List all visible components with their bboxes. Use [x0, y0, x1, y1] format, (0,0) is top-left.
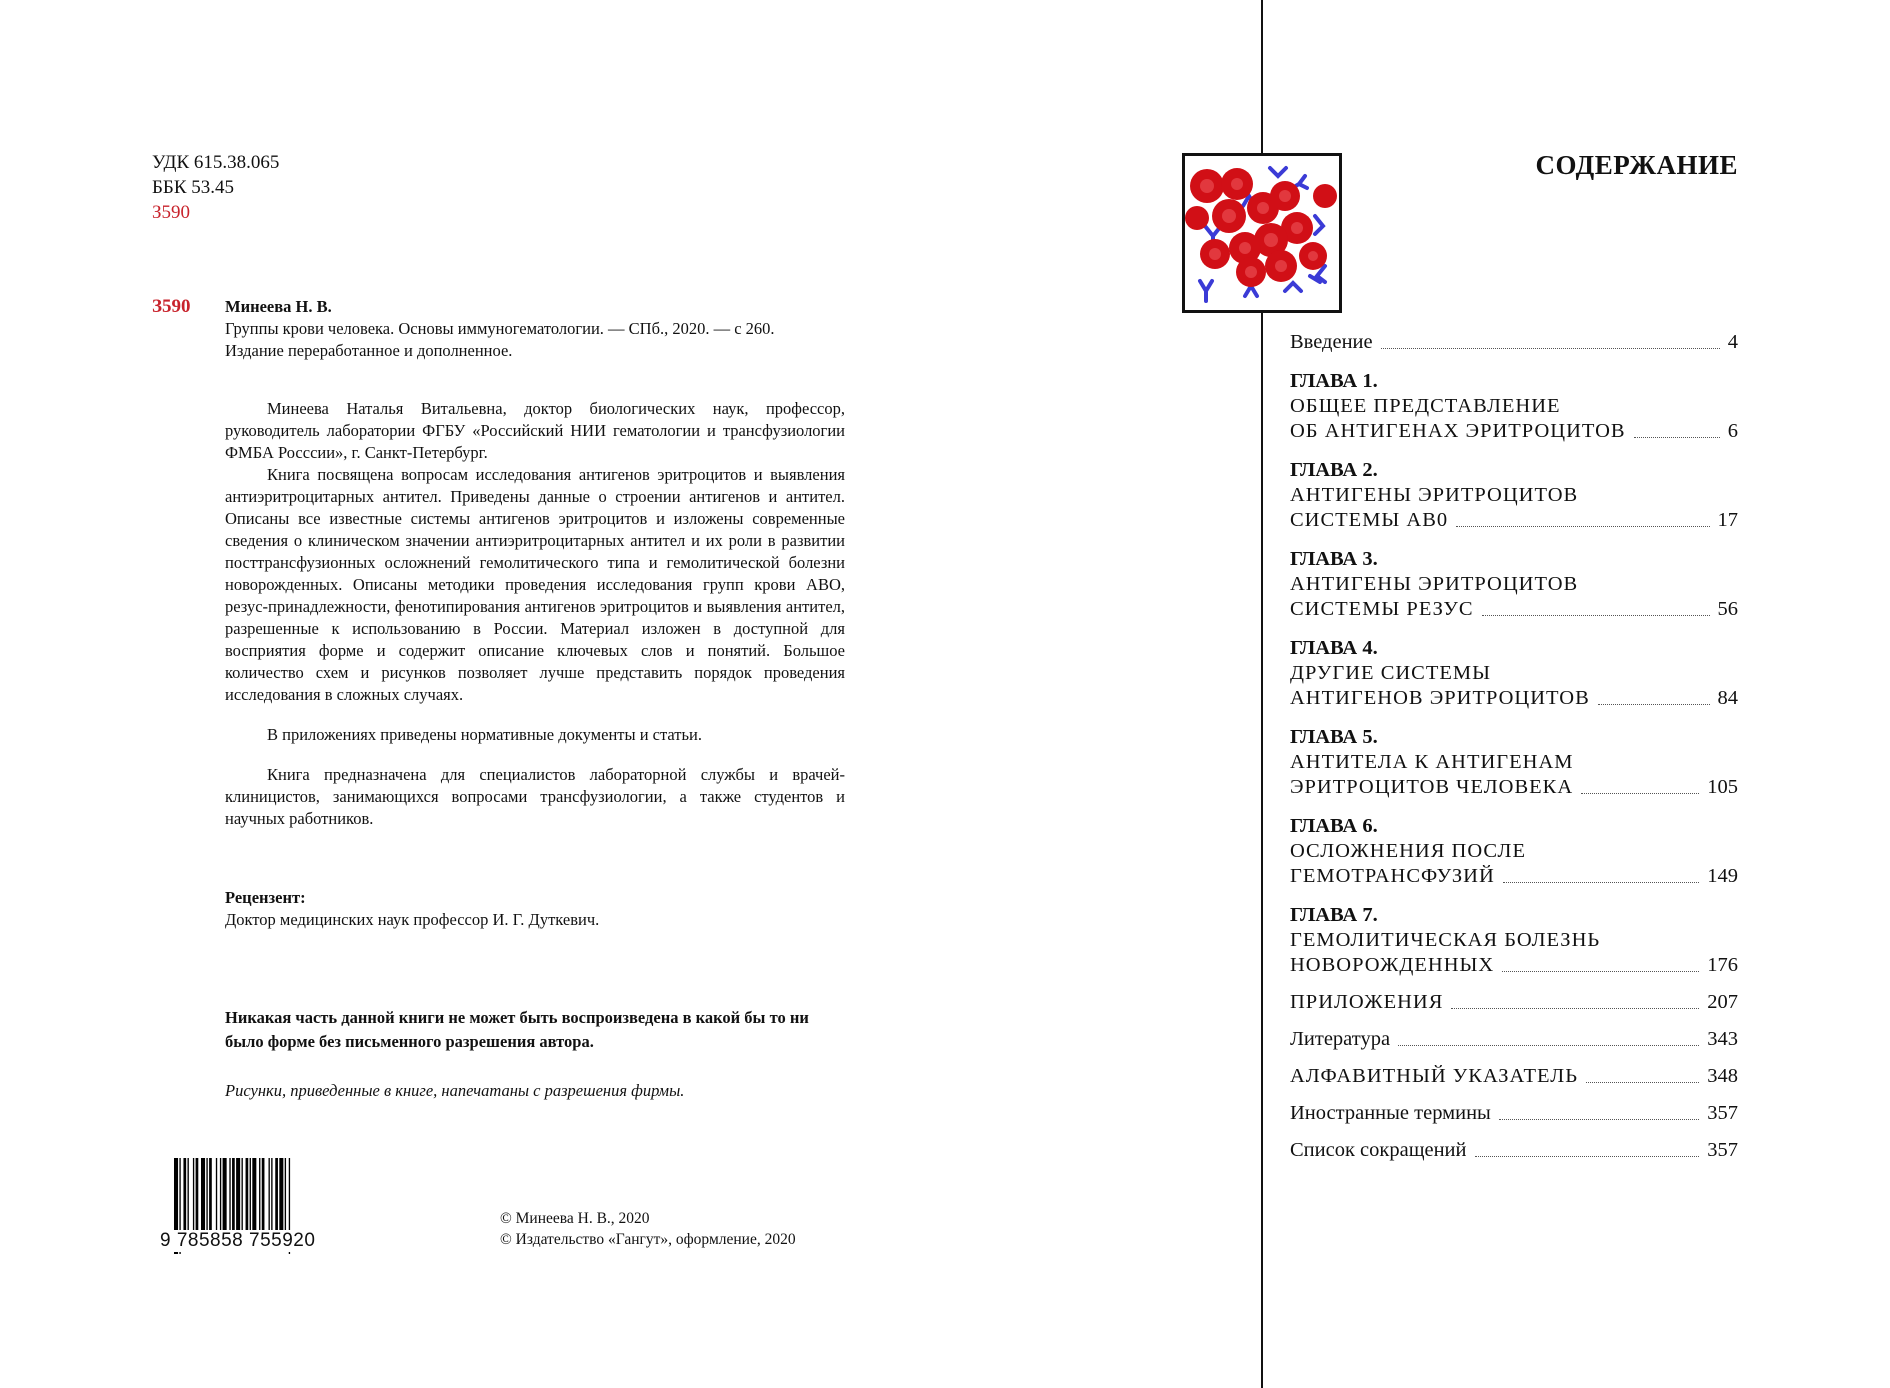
blood-cells-illustration [1182, 153, 1342, 313]
toc-leader [1503, 882, 1700, 883]
reviewer-label: Рецензент: [225, 888, 306, 907]
toc-entry-title: АЛФАВИТНЫЙ УКАЗАТЕЛЬ [1290, 1065, 1578, 1087]
toc-leader [1581, 793, 1699, 794]
chapter-title-line2: СИСТЕМЫ АВ0 [1290, 509, 1449, 531]
annotation-summary-paragraph: Книга посвящена вопросам исследования антигенов эритроцитов и выявления антиэритроцитарных антител. Приведены данные о строении антигенов и антител. Описаны все известные системы антигенов эритроцитов и изложены современные сведения о клиническом значении антиэритроцитарных антител и их роли в развитии посттрансфузионных осложнений гемолитического типа и гемолитической болезни новорожденных. Описаны методики проведения исследования групп крови АВО, резус-принадлежности, фенотипирования антигенов эритроцитов и выявления антител, разрешенные к использованию в России. Материал изложен в доступной для восприятия форме и содержит описание ключевых слов и понятий. Большое количество схем и рисунков позволяет лучше представить порядок проведения исследования в сложных случаях. [225, 465, 845, 704]
annotation-appendix-paragraph: В приложениях приведены нормативные документы и статьи. [267, 725, 702, 744]
toc-chapter-2[interactable] [1290, 458, 1738, 533]
toc-leader [1502, 971, 1699, 972]
red-blood-cells-icon [1185, 156, 1339, 310]
toc-title: СОДЕРЖАНИЕ [1535, 150, 1738, 180]
udk-code: УДК 615.38.065 [152, 152, 280, 173]
toc-chapter-6[interactable] [1290, 814, 1738, 889]
toc-entry-appendices[interactable] [1290, 990, 1738, 1015]
toc-leader [1482, 615, 1710, 616]
annotation-author-paragraph: Минеева Наталья Витальевна, доктор биологических наук, профессор, руководитель лаборатории ФГБУ «Российский НИИ гематологии и трансфузиологии ФМБА Росссии», г. Санкт-Петербург. [225, 399, 845, 462]
chapter-title-line1: АНТИТЕЛА К АНТИГЕНАМ [1290, 751, 1574, 773]
images-note: Рисунки, приведенные в книге, напечатаны с разрешения фирмы. [225, 1081, 685, 1100]
toc-entry-title: ПРИЛОЖЕНИЯ [1290, 991, 1444, 1013]
toc-leader [1398, 1045, 1699, 1046]
toc-leader [1475, 1156, 1700, 1157]
toc-entry-page: 357 [1707, 1102, 1738, 1124]
chapter-title-line2: СИСТЕМЫ РЕЗУС [1290, 598, 1474, 620]
isbn-barcode [160, 1158, 362, 1256]
annotation-audience-paragraph: Книга предназначена для специалистов лабораторной службы и врачей-клиницистов, занимающихся вопросами трансфузиологии, а также студентов и научных работников. [225, 765, 845, 828]
toc-entry-page: 105 [1707, 776, 1738, 798]
barcode-number: 9 785858 755920 [160, 1230, 316, 1251]
toc-entry-page: 4 [1727, 331, 1738, 353]
toc-entry-page: 84 [1717, 687, 1738, 709]
toc-leader [1499, 1119, 1699, 1120]
toc-entry-intro[interactable] [1290, 330, 1738, 355]
chapter-title-line1: ОСЛОЖНЕНИЯ ПОСЛЕ [1290, 840, 1526, 862]
author-name: Минеева Н. В. [225, 297, 332, 316]
toc-entry-page: 343 [1707, 1028, 1738, 1050]
chapter-label: ГЛАВА 7. [1290, 904, 1378, 926]
chapter-title-line1: АНТИГЕНЫ ЭРИТРОЦИТОВ [1290, 484, 1579, 506]
toc-entry-title: Введение [1290, 331, 1373, 353]
toc-entry-page: 207 [1707, 991, 1738, 1013]
toc-chapter-4[interactable] [1290, 636, 1738, 711]
chapter-label: ГЛАВА 3. [1290, 548, 1378, 570]
chapter-label: ГЛАВА 2. [1290, 459, 1378, 481]
chapter-title-line1: ДРУГИЕ СИСТЕМЫ [1290, 662, 1491, 684]
toc-entry-page: 17 [1717, 509, 1738, 531]
classification-block [152, 150, 279, 225]
toc-entry-title: Литература [1290, 1028, 1391, 1050]
author-code: З590 [152, 202, 191, 223]
toc-chapter-3[interactable] [1290, 547, 1738, 622]
bibliographic-record [225, 296, 845, 362]
chapter-title-line1: ГЕМОЛИТИЧЕСКАЯ БОЛЕЗНЬ [1290, 929, 1601, 951]
toc-leader [1598, 704, 1710, 705]
toc-leader [1456, 526, 1709, 527]
copyright-author: © Минеева Н. В., 2020 [500, 1210, 650, 1227]
copyright-block [500, 1208, 796, 1250]
toc-entry-index[interactable] [1290, 1064, 1738, 1089]
toc-leader [1586, 1082, 1699, 1083]
author-mark: З590 [152, 296, 191, 317]
toc-entry-page: 149 [1707, 865, 1738, 887]
toc-entry-page: 176 [1707, 954, 1738, 976]
toc-leader [1451, 1008, 1699, 1009]
edition-line: Издание переработанное и дополненное. [225, 341, 513, 360]
toc-entry-literature[interactable] [1290, 1027, 1738, 1052]
toc-entry-abbreviations[interactable] [1290, 1138, 1738, 1163]
toc-entry-title: Иностранные термины [1290, 1102, 1491, 1124]
chapter-label: ГЛАВА 6. [1290, 815, 1378, 837]
toc-entry-page: 348 [1707, 1065, 1738, 1087]
chapter-label: ГЛАВА 4. [1290, 637, 1378, 659]
reviewer-name: Доктор медицинских наук профессор И. Г. Дуткевич. [225, 910, 600, 929]
annotation [225, 398, 845, 830]
toc-entry-page: 357 [1707, 1139, 1738, 1161]
copyright-publisher: © Издательство «Гангут», оформление, 2020 [500, 1231, 796, 1248]
reviewer-block [225, 887, 845, 931]
chapter-title-line2: АНТИГЕНОВ ЭРИТРОЦИТОВ [1290, 687, 1590, 709]
toc-entry-foreign-terms[interactable] [1290, 1101, 1738, 1126]
toc-leader [1634, 437, 1720, 438]
toc-chapter-7[interactable] [1290, 903, 1738, 978]
book-title-line: Группы крови человека. Основы иммуногематологии. — СПб., 2020. — с 260. [225, 319, 775, 338]
toc-entry-title: Список сокращений [1290, 1139, 1467, 1161]
toc-entry-page: 6 [1727, 420, 1738, 442]
toc-chapter-5[interactable] [1290, 725, 1738, 800]
toc-entry-page: 56 [1717, 598, 1738, 620]
chapter-title-line2: ГЕМОТРАНСФУЗИЙ [1290, 865, 1495, 887]
chapter-title-line1: АНТИГЕНЫ ЭРИТРОЦИТОВ [1290, 573, 1579, 595]
chapter-title-line2: ЭРИТРОЦИТОВ ЧЕЛОВЕКА [1290, 776, 1574, 798]
toc-leader [1381, 348, 1720, 349]
rights-notice: Никакая часть данной книги не может быть воспроизведена в какой бы то ни было форме без письменного разрешения автора. [225, 1008, 809, 1051]
bbk-code: ББК 53.45 [152, 177, 234, 198]
chapter-label: ГЛАВА 5. [1290, 726, 1378, 748]
toc-chapter-1[interactable] [1290, 369, 1738, 444]
chapter-title-line1: ОБЩЕЕ ПРЕДСТАВЛЕНИЕ [1290, 395, 1561, 417]
chapter-label: ГЛАВА 1. [1290, 370, 1378, 392]
chapter-title-line2: ОБ АНТИГЕНАХ ЭРИТРОЦИТОВ [1290, 420, 1626, 442]
table-of-contents [1290, 330, 1738, 1163]
chapter-title-line2: НОВОРОЖДЕННЫХ [1290, 954, 1495, 976]
